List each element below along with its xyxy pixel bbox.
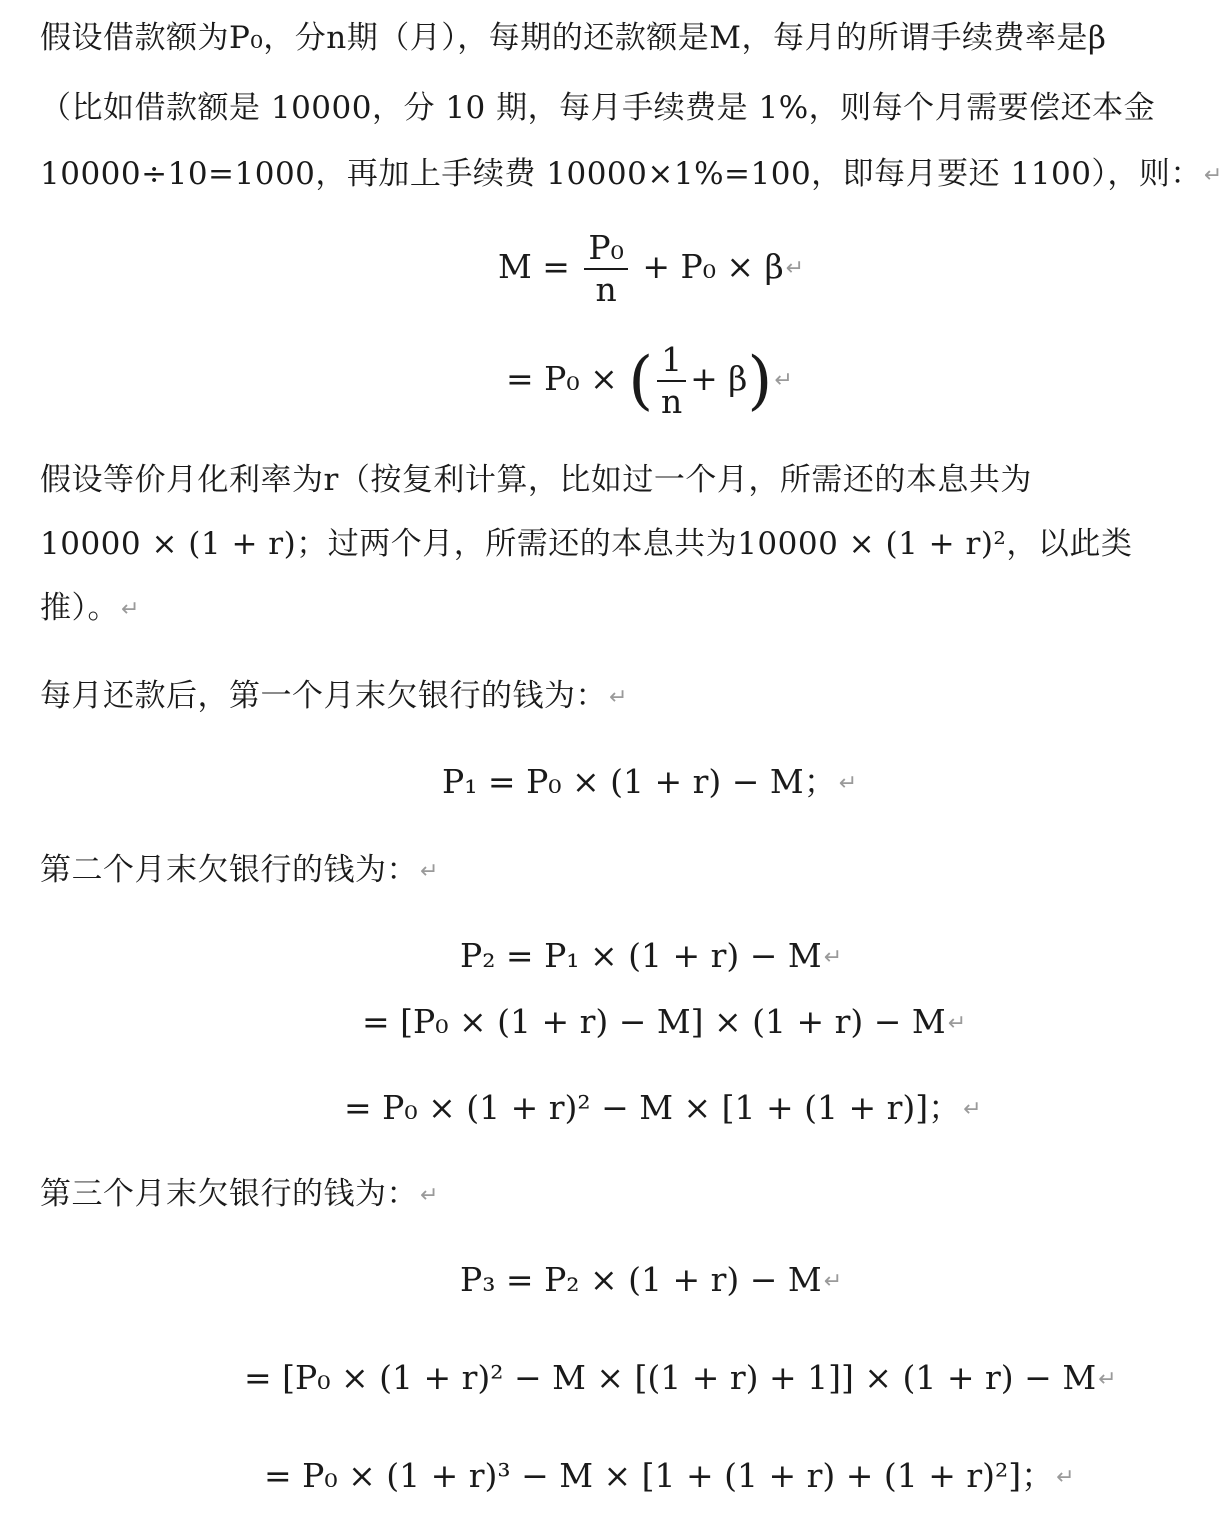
- equation-1: [498, 228, 804, 310]
- paragraph-mark-icon: ↵: [774, 368, 793, 393]
- eq-text: P₃ = P₂ × (1 + r) − M: [460, 1260, 822, 1299]
- equation-4: [460, 934, 842, 980]
- eq-text: = [P₀ × (1 + r)² − M × [(1 + r) + 1]] × (1 + r) − M: [244, 1358, 1097, 1397]
- paragraph-1-line-1: [40, 18, 1106, 58]
- eq-text: = P₀ × (1 + r)² − M × [1 + (1 + r)]；: [344, 1088, 962, 1127]
- text: 第二个月末欠银行的钱为：: [40, 852, 418, 888]
- fraction: [657, 340, 686, 422]
- eq-text: + P₀ × β: [642, 247, 784, 286]
- paragraph-4: [40, 850, 439, 892]
- equation-6: [344, 1086, 982, 1132]
- paragraph-mark-icon: ↵: [1203, 162, 1223, 188]
- paragraph-mark-icon: ↵: [947, 1011, 967, 1036]
- paragraph-1-line-3: [40, 154, 1223, 196]
- equation-9: [264, 1454, 1075, 1500]
- paragraph-5: [40, 1174, 439, 1216]
- equation-3: [442, 760, 857, 806]
- paragraph-mark-icon: ↵: [1056, 1465, 1075, 1490]
- eq-text: P₂ = P₁ × (1 + r) − M: [460, 936, 822, 975]
- eq-text: M =: [498, 247, 581, 286]
- text: 10000÷10=1000，再加上手续费 10000×1%=100，即每月要还 1100），则：: [40, 156, 1202, 192]
- right-paren-glyph: ): [747, 344, 773, 418]
- eq-text: = P₀ × (1 + r)³ − M × [1 + (1 + r) + (1 + r)²]；: [264, 1456, 1055, 1495]
- eq-text: = P₀ ×: [506, 359, 629, 398]
- paragraph-1-line-2: [40, 88, 1155, 128]
- equation-2: [506, 340, 793, 422]
- paragraph-mark-icon: ↵: [420, 1182, 439, 1208]
- equation-5: [362, 1000, 966, 1046]
- paragraph-3: [40, 676, 628, 718]
- paragraph-mark-icon: ↵: [609, 684, 628, 710]
- fraction-numerator: P₀: [584, 228, 627, 270]
- equation-8: [244, 1356, 1117, 1402]
- text: 10000 × (1 + r)；过两个月，所需还的本息共为10000 × (1 + r)²，以此类: [40, 526, 1133, 562]
- eq-text: P₁ = P₀ × (1 + r) − M；: [442, 762, 837, 801]
- paragraph-mark-icon: ↵: [121, 596, 140, 622]
- equation-7: [460, 1258, 842, 1304]
- text: 推）。: [40, 590, 119, 626]
- text: 第三个月末欠银行的钱为：: [40, 1176, 418, 1212]
- text: 假设借款额为P₀，分n期（月），每期的还款额是M，每月的所谓手续费率是β: [40, 20, 1107, 56]
- paragraph-mark-icon: ↵: [823, 945, 843, 970]
- paragraph-mark-icon: ↵: [420, 858, 439, 884]
- text: 每月还款后，第一个月末欠银行的钱为：: [40, 678, 607, 714]
- text: （比如借款额是 10000，分 10 期，每月手续费是 1%，则每个月需要偿还本金: [40, 90, 1156, 126]
- eq-text: = [P₀ × (1 + r) − M] × (1 + r) − M: [362, 1002, 946, 1041]
- fraction-denominator: n: [661, 382, 683, 421]
- left-paren-glyph: (: [628, 344, 654, 418]
- paragraph-mark-icon: ↵: [963, 1097, 982, 1122]
- fraction-denominator: n: [595, 270, 617, 309]
- paragraph-2-line-1: [40, 460, 1032, 500]
- paragraph-2-line-2: [40, 524, 1132, 564]
- paragraph-2-line-3: [40, 588, 140, 630]
- paragraph-mark-icon: ↵: [838, 771, 858, 796]
- fraction-numerator: 1: [657, 340, 686, 382]
- paragraph-mark-icon: ↵: [823, 1269, 843, 1294]
- paragraph-mark-icon: ↵: [785, 256, 805, 281]
- text: 假设等价月化利率为r（按复利计算，比如过一个月，所需还的本息共为: [40, 462, 1032, 498]
- paragraph-mark-icon: ↵: [1098, 1367, 1117, 1392]
- fraction: [584, 228, 627, 310]
- eq-text: + β: [690, 359, 748, 398]
